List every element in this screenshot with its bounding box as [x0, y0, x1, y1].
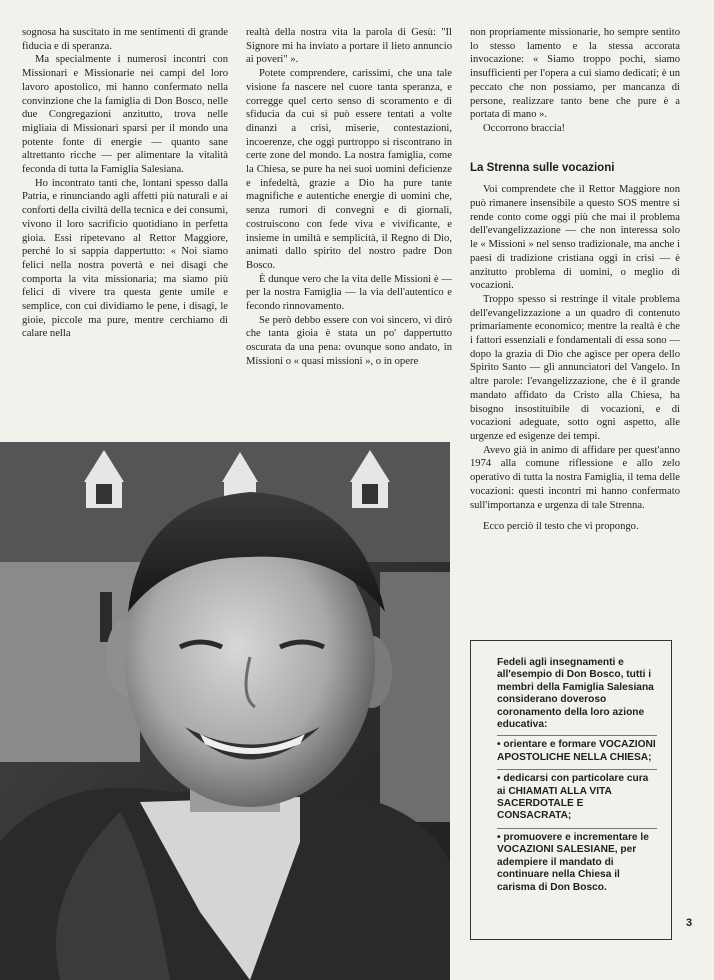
- paragraph: Ma specialmente i numerosi incontri con Missionari e Missionarie nei campi del loro lavoro apostolico, mi hanno confermato nella convinzione che la famiglia di Don Bosco, nelle due Congregazioni anzitutto, trova nelle migliaia di Missionari sparsi per il mondo una potente fonte di energie — quanto sane altrettanto ricche — per alimentare la vitalità feconda di tutta la Famiglia Salesiana.: [22, 54, 228, 176]
- paragraph: È dunque vero che la vita delle Missioni è — per la nostra Famiglia — la via dell'autentico e fecondo rinnovamento.: [246, 273, 452, 313]
- paragraph: non propriamente missionarie, ho sempre sentito lo stesso lamento e la stessa accorata invocazione: « Siamo troppo pochi, siamo insufficienti per l'opera a cui siamo dedicati; è un peccato che non possiamo, per mancanza di persone, realizzare tanto bene che pure è a portata di mano ».: [470, 27, 680, 121]
- paragraph: Avevo già in animo di affidare per quest'anno 1974 alla comune riflessione e allo zelo operativo di tutta la nostra Famiglia, il tema delle vocazioni: questi incontri mi hanno confermato sull'importanza e urgenza di tale Strenna.: [470, 444, 680, 511]
- paragraph: Se però debbo essere con voi sincero, vi dirò che tanta gioia è stata un po' dappertutto oscurata da una pena: ovunque sono andato, in Missioni o « quasi missioni », o in opere: [246, 314, 452, 367]
- strenna-box: [470, 640, 672, 940]
- list-item: • promuovere e incrementare le VOCAZIONI SALESIANE, per adempiere il mandato di continuare nella Chiesa il carisma di Don Bosco.: [497, 828, 657, 894]
- box-list: [497, 735, 657, 893]
- paragraph: realtà della nostra vita la parola di Gesù: "Il Signore mi ha inviato a portare il lieto annuncio ai poveri" ».: [246, 27, 452, 66]
- list-item: • orientare e formare VOCAZIONI APOSTOLICHE NELLA CHIESA;: [497, 735, 657, 764]
- list-item: • dedicarsi con particolare cura ai CHIAMATI ALLA VITA SACERDOTALE E CONSACRATA;: [497, 769, 657, 823]
- section-heading: La Strenna sulle vocazioni: [470, 161, 615, 174]
- section-body: [470, 183, 680, 534]
- boy-photo: [0, 442, 450, 980]
- paragraph: Voi comprendete che il Rettor Maggiore non può rimanere insensibile a questo SOS mentre si rende conto come oggi più che mai il problema dell'evangelizzazione — che non interessa solo le « Missioni » nel senso tradizionale, ma anche i paesi di tradizione cristiana oggi in crisi — è anzitutto problema di uomini, o meglio di vocazioni.: [470, 184, 680, 292]
- paragraph: Troppo spesso si restringe il vitale problema dell'evangelizzazione a un quadro di contenuto primariamente economico; mentre la realtà è che i fattori essenziali e fondamentali di essa sono — dopo la grazia di Dio che agisce per opera dello Spirito Santo — gli annunciatori del Vangelo. In altre parole: l'evangelizzazione, che è il grande mandato affidato da Cristo alla Chiesa, ha bisogno insostituibile di vocazioni, e di vocazioni adeguate, sotto ogni aspetto, alle urgenze ed esigenze dei tempi.: [470, 293, 680, 442]
- text-column-1: [22, 26, 228, 341]
- text-column-3: [470, 26, 680, 534]
- paragraph: sognosa ha suscitato in me sentimenti di grande fiducia e di speranza.: [22, 27, 228, 52]
- box-intro: Fedeli agli insegnamenti e all'esempio di Don Bosco, tutti i membri della Famiglia Salesiana considerano doveroso coronamento della loro azione educativa:: [497, 657, 654, 731]
- closing-line: Ecco perciò il testo che vi propongo.: [483, 521, 639, 533]
- paragraph: Ho incontrato tanti che, lontani spesso dalla Patria, e rinunciando agli affetti più naturali e ai conforti della civiltà della tecnica e dei consumi, vivono il loro sacrificio quotidiano in perfetta gioia. Essi ripetevano al Rettor Maggiore, perché lo si sappia dappertutto: « Noi siamo felici nella nostra povertà e nei disagi che comporta la vita missionaria; ma siamo più felici di vivere tra questa gente umile e semplice, con cui dividiamo le pene, i disagi, le gioie, piccole ma pure, mentre cerchiamo di calare nella: [22, 177, 228, 340]
- paragraph: Occorrono braccia!: [483, 122, 566, 134]
- page-number: 3: [686, 917, 693, 929]
- paragraph: Potete comprendere, carissimi, che una tale visione fa nascere nel cuore tanta speranza, e corregge quel certo senso di scoramento e di sfiducia da cui si può essere tentati a volte dinanzi a crisi, miserie, contestazioni, incoerenze, che oggi purtroppo si riscontrano in certe zone del mondo. La nostra famiglia, come la Chiesa, se pure ha nei suoi uomini deficienze e infedeltà, grazie a Dio ha pure tante magnifiche e autentiche energie di uomini che, senza rumori di convegni e di giornali, costruiscono con fede viva e vivificante, e insieme in umiltà e semplicità, il Regno di Dio, animati dallo spirito del nostro padre Don Bosco.: [246, 68, 452, 271]
- text-column-2: [246, 26, 452, 369]
